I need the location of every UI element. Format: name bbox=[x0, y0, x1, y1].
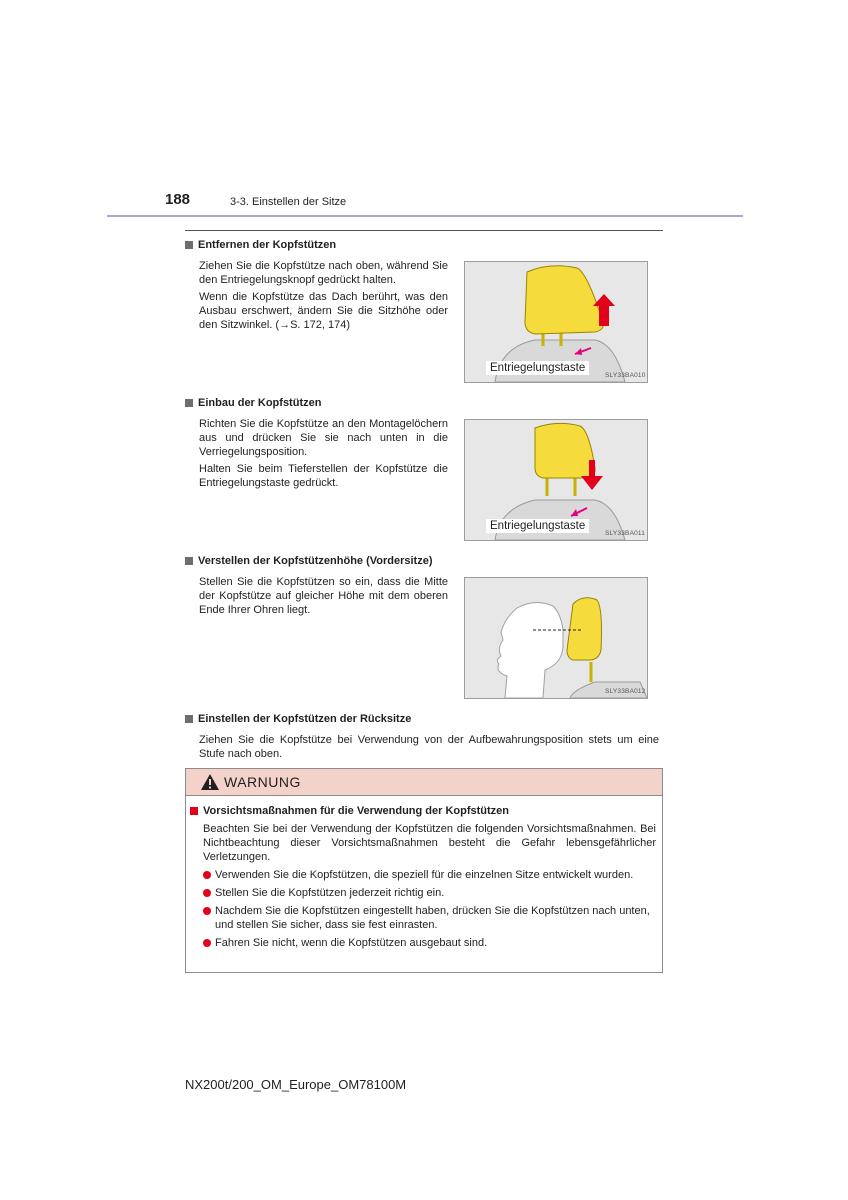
warning-bullet bbox=[203, 886, 656, 900]
figure-label-release-button: Entriegelungstaste bbox=[486, 519, 589, 533]
warning-triangle-icon bbox=[200, 773, 220, 791]
section-title: Einbau der Kopfstützen bbox=[198, 397, 322, 409]
bullet-dot-icon bbox=[203, 889, 211, 897]
figure-headrest-height bbox=[464, 577, 648, 699]
figure-remove-headrest bbox=[464, 261, 648, 383]
footer-document-code: NX200t/200_OM_Europe_OM78100M bbox=[185, 1077, 407, 1092]
warning-header bbox=[186, 769, 662, 796]
warning-subtitle bbox=[190, 805, 656, 817]
section-heading-install bbox=[185, 397, 321, 409]
section-text-remove bbox=[199, 259, 448, 332]
paragraph: Ziehen Sie die Kopfstütze bei Verwendung von der Aufbewahrungsposition stets um eine Stufe nach oben. bbox=[199, 734, 659, 760]
figure-label-release-button: Entriegelungstaste bbox=[486, 361, 589, 375]
warning-box bbox=[185, 768, 663, 973]
section-square-icon bbox=[185, 557, 193, 565]
figure-code: SLY33BA011 bbox=[605, 530, 646, 537]
section-square-icon bbox=[185, 241, 193, 249]
headrest-height-illustration bbox=[465, 578, 647, 698]
page-number: 188 bbox=[165, 191, 191, 208]
bullet-text: Nachdem Sie die Kopfstützen eingestellt haben, drücken Sie die Kopfstützen nach unten, und stellen Sie sicher, dass sie fest einrasten. bbox=[215, 905, 650, 931]
red-square-icon bbox=[190, 807, 198, 815]
section-title: Entfernen der Kopfstützen bbox=[198, 239, 337, 251]
chapter-title: 3-3. Einstellen der Sitze bbox=[230, 196, 347, 208]
section-heading-remove bbox=[185, 239, 336, 251]
paragraph: Halten Sie beim Tieferstellen der Kopfstütze die Entriegelungstaste gedrückt. bbox=[199, 463, 448, 489]
section-title: Verstellen der Kopfstützenhöhe (Vordersitze) bbox=[198, 555, 433, 567]
bullet-dot-icon bbox=[203, 871, 211, 879]
bullet-text: Fahren Sie nicht, wenn die Kopfstützen ausgebaut sind. bbox=[215, 937, 488, 949]
warning-bullet bbox=[203, 904, 656, 932]
section-square-icon bbox=[185, 715, 193, 723]
paragraph: Wenn die Kopfstütze das Dach berührt, was den Ausbau erschwert, ändern Sie die Sitzhöhe oder den Sitzwinkel. (→S. 172, 174) bbox=[199, 291, 448, 331]
warning-intro: Beachten Sie bei der Verwendung der Kopfstützen die folgenden Vorsichtsmaßnahmen. Bei Nichtbeachtung dieser Vorsichtsmaßnahmen besteht die Gefahr lebensgefährlicher Verletzungen. bbox=[203, 823, 656, 863]
bullet-text: Stellen Sie die Kopfstützen jederzeit richtig ein. bbox=[215, 887, 445, 899]
section-text-height bbox=[199, 575, 448, 617]
paragraph: Richten Sie die Kopfstütze an den Montagelöchern aus und drücken Sie sie nach unten in die Verriegelungsposition. bbox=[199, 418, 448, 458]
header-divider bbox=[107, 215, 743, 217]
warning-bullet bbox=[203, 868, 656, 882]
bullet-dot-icon bbox=[203, 907, 211, 915]
paragraph: Stellen Sie die Kopfstützen so ein, dass die Mitte der Kopfstütze auf gleicher Höhe mit dem oberen Ende Ihrer Ohren liegt. bbox=[199, 576, 448, 616]
figure-code: SLY33BA010 bbox=[605, 372, 646, 379]
bullet-text: Verwenden Sie die Kopfstützen, die speziell für die einzelnen Sitze entwickelt wurden. bbox=[215, 869, 634, 881]
section-text-install bbox=[199, 417, 448, 490]
section-title: Einstellen der Kopfstützen der Rücksitze bbox=[198, 713, 412, 725]
warning-content bbox=[190, 805, 656, 954]
content-divider bbox=[185, 230, 663, 231]
warning-title: WARNUNG bbox=[224, 774, 301, 790]
section-heading-rear bbox=[185, 713, 411, 725]
figure-code: SLY33BA012 bbox=[605, 688, 646, 695]
paragraph: Ziehen Sie die Kopfstütze nach oben, während Sie den Entriegelungsknopf gedrückt halten. bbox=[199, 260, 448, 286]
section-square-icon bbox=[185, 399, 193, 407]
figure-install-headrest bbox=[464, 419, 648, 541]
warning-subtitle-text: Vorsichtsmaßnahmen für die Verwendung der Kopfstützen bbox=[203, 805, 510, 817]
section-text-rear bbox=[199, 733, 659, 761]
bullet-dot-icon bbox=[203, 939, 211, 947]
warning-bullet bbox=[203, 936, 656, 950]
section-heading-height bbox=[185, 555, 433, 567]
